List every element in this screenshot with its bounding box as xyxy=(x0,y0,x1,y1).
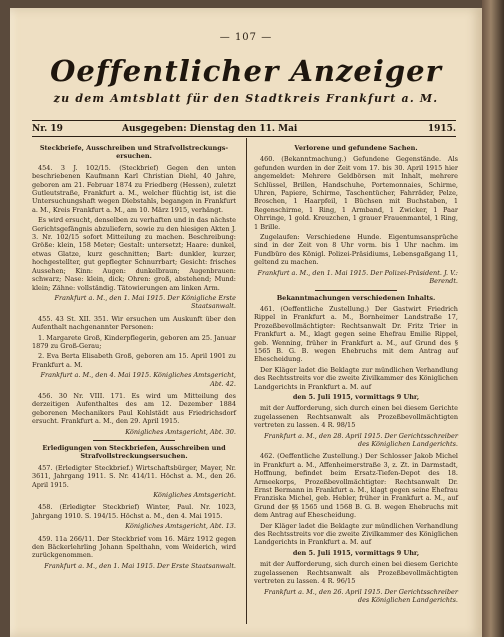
section-heading: Steckbriefe, Ausschreiben und Strafvollstreckungs-ersuchen. xyxy=(39,144,229,161)
section-heading: Verlorene und gefundene Sachen. xyxy=(294,144,418,152)
notice-paragraph: 2. Eva Berta Elisabeth Groß, geboren am 15. April 1901 zu Frankfurt a. M. xyxy=(32,352,236,369)
notice-paragraph: 460. (Bekanntmachung.) Gefundene Gegenstände. Als gefunden wurden in der Zeit vom 17. bis 30. April 1915 hier angemeldet: Mehrere Geldbörsen mit Inhalt, mehrere Schlüssel, Brillen, Handschuhe, Portemonnaies, Schirme, Uhren, Papiere, Schirme, Taschentücher, Fahrräder, Pelze, Broschen, 1 Haarpfeil, 1 Büchsen mit Buchstaben, 1 Regenschirme, 1 Ring, 1 Armband, 1 Zwicker, 1 Paar Ohrringe, 1 gold. Kreuzchen, 1 grauer Frauenmantel, 1 Ring, 1 Brille. xyxy=(254,155,458,231)
notice-paragraph: mit der Aufforderung, sich durch einen bei diesem Gerichte zugelassenen Rechtsanwalt als Prozeßbevollmächtigten vertreten zu lassen. 4 R. 98/15 xyxy=(254,404,458,430)
notice-signature: Königliches Amtsgericht, Abt. 13. xyxy=(125,522,236,531)
notice-paragraph: Der Kläger ladet die Beklagte zur mündlichen Verhandlung des Rechtsstreits vor die zweite Zivilkammer des Königlichen Landgerichts in Frankfurt a. M. auf xyxy=(254,521,458,547)
notice-signature: Königliches Amtsgericht, Abt. 30. xyxy=(125,427,236,436)
newspaper-subtitle: zu dem Amtsblatt für den Stadtkreis Frankfurt a. M. xyxy=(53,92,439,105)
newspaper-title: Oeffentlicher Anzeiger xyxy=(50,54,442,88)
book-binding xyxy=(482,0,504,637)
right-column xyxy=(254,142,458,608)
notice-paragraph: 457. (Erledigter Steckbrief.) Wirtschaftsbürger, Mayer, Nr. 3611, Jahrgang 1911. S. Nr. 414/11. Höchst a. M., den 26. April 1915. xyxy=(32,463,236,489)
header-rule-bottom xyxy=(32,136,456,137)
section-heading: Bekanntmachungen verschiedenen Inhalts. xyxy=(276,293,436,302)
notice-signature: Frankfurt a. M., den 4. Mai 1915. Königliches Amtsgericht, Abt. 42. xyxy=(40,371,236,388)
notice-signature: Frankfurt a. M., den 26. April 1915. Der Gerichtsschreiber des Königlichen Landgerichts. xyxy=(264,587,458,604)
notice-paragraph: 455. 43 St. XII. 351. Wir ersuchen um Auskunft über den Aufenthalt nachgenannter Personen: xyxy=(32,314,236,332)
notice-signature: Frankfurt a. M., den 28. April 1915. Der Gerichtsschreiber des Königlichen Landgerichts. xyxy=(264,431,458,448)
notice-signature: Frankfurt a. M., den 1. Mai 1915. Der Königliche Erste Staatsanwalt. xyxy=(54,293,236,311)
header-rule-top xyxy=(32,120,456,121)
notice-paragraph: 459. 11a 266/11. Der Steckbrief vom 16. März 1912 gegen den Bäckerlehrling Johann Spelthahn, vom Weiderich, wird zurückgenommen. xyxy=(32,534,236,560)
issue-year: 1915. xyxy=(427,124,456,134)
divider xyxy=(93,440,175,441)
notice-paragraph: 456. 30 Nr. VIII. 171. Es wird um Mitteilung des derzeitigen Aufenthaltes des am 12. Dezember 1884 geborenen Mechanikers Paul Kohlstädt aus Friedrichsdorf ersucht. Frankfurt a. M., den 29. April 1915. xyxy=(32,391,236,426)
page-number: — 107 — xyxy=(219,32,273,43)
notice-paragraph: 454. 3 J. 102/15. (Steckbrief) Gegen den unten beschriebenen Kaufmann Karl Christian Diehl, 40 Jahre, geboren am 21. Februar 1874 zu Friedberg (Hessen), zuletzt Gutleutstraße, Frankfurt a. M., welcher flüchtig ist, ist die Untersuchungshaft wegen Diebstahls, begangen in Frankfurt a. M., Kreis Frankfurt a. M., am 10. März 1915, verhängt. xyxy=(32,163,236,214)
issue-date: Ausgegeben: Dienstag den 11. Mai xyxy=(122,124,298,134)
notice-paragraph: mit der Aufforderung, sich durch einen bei diesem Gerichte zugelassenen Rechtsanwalt als Prozeßbevollmächtigten vertreten zu lassen. 4 R. 96/15 xyxy=(254,560,458,586)
notice-paragraph: 1. Margarete Groß, Kinderpflegerin, geboren am 25. Januar 1879 zu Groß-Gerau; xyxy=(32,333,236,350)
section-heading: Erledigungen von Steckbriefen, Ausschreiben und Strafvollstreckungsersuchen. xyxy=(42,444,226,461)
hearing-date: den 5. Juli 1915, vormittags 9 Uhr, xyxy=(292,392,420,401)
notice-signature: Königliches Amtsgericht. xyxy=(153,491,236,500)
hearing-date: den 5. Juli 1915, vormittags 9 Uhr, xyxy=(292,548,420,557)
divider xyxy=(315,290,397,291)
notice-paragraph: 462. (Oeffentliche Zustellung.) Der Schlosser Jakob Michel in Frankfurt a. M., Affenheimerstraße 3, z. Zt. in Darmstadt, Hoffnung, befindet beim Ersatz-Tiefen-Depot des 18. Armeekorps, Prozeßbevollmächtigter: Rechtsanwalt Dr. Ernst Bermann in Frankfurt a. M., klagt gegen seine Ehefrau Franziska Michel, geb. Hebler, früher in Frankfurt a. M., auf Grund der §§ 1565 und 1568 B. G. B. wegen Ehebruchs mit dem Antrag auf Ehescheidung. xyxy=(254,452,458,520)
column-separator xyxy=(246,138,247,624)
left-column xyxy=(32,142,236,574)
notice-paragraph: Es wird ersucht, denselben zu verhaften und in das nächste Gerichtsgefängnis abzuliefern, sowie zu den hiesigen Akten J. 3. Nr. 102/15 sofort Mitteilung zu machen. Beschreibung: Größe: klein, 158 Meter; Gestalt: untersetzt; Haare: dunkel, etwas Glatze, kurz geschnitten; Bart: dunkler, kurzer, hochgestellter, gut gepflegter Schnurrbart; Gesicht: frisches Aussehen; Kinn: Augen: dunkelbraun; Augenbrauen: schwarz; Nase: klein, dick; Ohren: groß, abstehend; Mund: klein; Zähne: vollständig. Tätowierungen am linken Arm. xyxy=(32,216,236,292)
notice-paragraph: 458. (Erledigter Steckbrief) Winter, Paul. Nr. 1023, Jahrgang 1910. S. 194/15. Höchst a. M., den 4. Mai 1915. xyxy=(32,503,236,520)
notice-signature: Frankfurt a. M., den 1. Mai 1915. Der Polizei-Präsident. J. V.: Berendt. xyxy=(257,268,458,286)
newspaper-page xyxy=(10,8,482,637)
issue-number: Nr. 19 xyxy=(32,124,63,134)
notice-signature: Frankfurt a. M., den 1. Mai 1915. Der Erste Staatsanwalt. xyxy=(44,561,236,570)
notice-paragraph: Zugelaufen: Verschiedene Hunde. Eigentumsansprüche sind in der Zeit von 8 Uhr vorm. bis 1 Uhr nachm. im Fundbüro des Königl. Polizei-Präsidiums, Lebensgaßgang 11, geltend zu machen. xyxy=(254,233,458,267)
notice-paragraph: Der Kläger ladet die Beklagte zur mündlichen Verhandlung des Rechtsstreits vor die zweite Zivilkammer des Königlichen Landgerichts in Frankfurt a. M. auf xyxy=(254,365,458,391)
notice-paragraph: 461. (Oeffentliche Zustellung.) Der Gastwirt Friedrich Rippel in Frankfurt a. M., Bornheimer Landstraße 17, Prozeßbevollmächtigter: Rechtsanwalt Dr. Fritz Trier in Frankfurt a. M., klagt gegen seine Ehefrau Emilie Rippel, geb. Wenning, früher in Frankfurt a. M., auf Grund des § 1565 B. G. B. wegen Ehebruchs mit dem Antrag auf Ehescheidung. xyxy=(254,304,458,364)
